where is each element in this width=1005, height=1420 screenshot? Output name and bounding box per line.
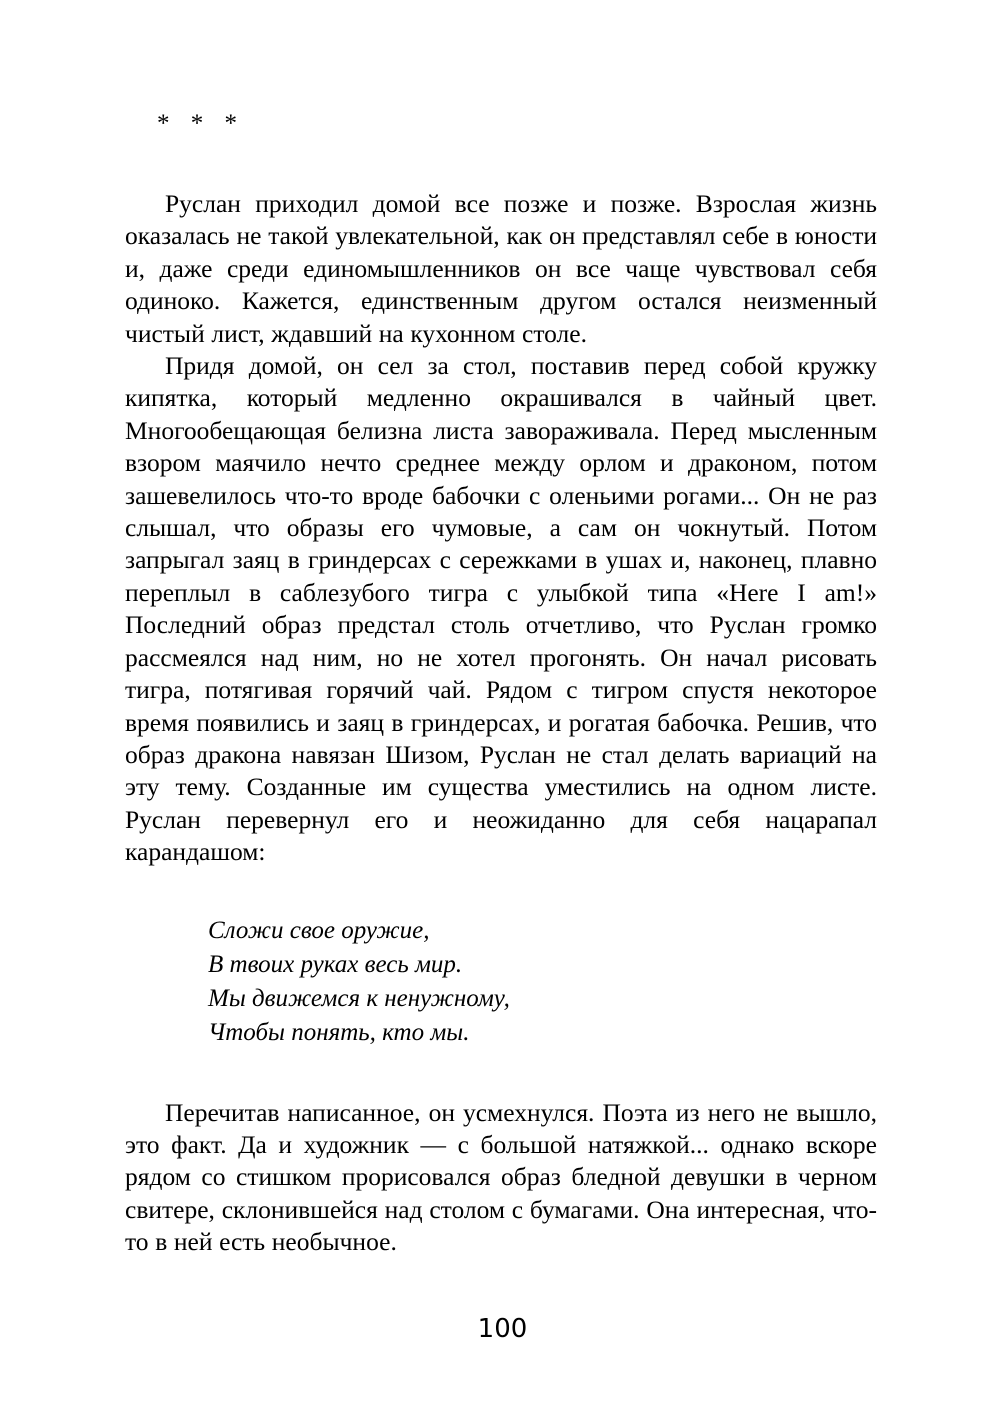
- text-column: [125, 108, 877, 1259]
- verse-line: Сложи свое оружие,: [208, 916, 430, 944]
- verse-line: Мы движемся к ненужному,: [208, 984, 510, 1012]
- page-number: 100: [477, 1314, 528, 1344]
- verse-line: Чтобы понять, кто мы.: [208, 1018, 470, 1046]
- verse-line: В твоих руках весь мир.: [208, 950, 463, 978]
- paragraph-3: Перечитав написанное, он усмехнулся. Поэта из него не вышло, это факт. Да и художник — с большой натяжкой... однако вскоре рядом со стишком прорисовался образ бледной девушки в черном свитере, склонившейся над столом с бумагами. Она интересная, что-то в ней есть необычное.: [125, 1097, 877, 1257]
- paragraph-2: Придя домой, он сел за стол, поставив перед собой кружку кипятка, который медленно окрашивался в чайный цвет. Многообещающая белизна листа завораживала. Перед мысленным взором маячило нечто среднее между орлом и драконом, потом зашевелилось что-то вроде бабочки с оленьими рогами... Он не раз слышал, что образы его чумовые, а сам он чокнутый. Потом запрыгал заяц в гриндерсах с сережками в ушах и, наконец, плавно переплыл в саблезубого тигра с улыбкой типа «Here I am!» Последний образ предстал столь отчетливо, что Руслан громко рассмеялся над ним, но не хотел прогонять. Он начал рисовать тигра, потягивая горячий чай. Рядом с тигром спустя некоторое время появились и заяц в гриндерсах, и рогатая бабочка. Решив, что образ дракона навязан Шизом, Руслан не стал делать вариаций на эту тему. Созданные им существа уместились на одном листе. Руслан перевернул его и неожиданно для себя нацарапал карандашом:: [125, 351, 877, 867]
- scene-break-separator: * * *: [157, 110, 245, 137]
- paragraph-1: Руслан приходил домой все позже и позже. Взрослая жизнь оказалась не такой увлекательной, как он представлял себе в юности и, даже среди единомышленников он все чаще чувствовал себя одиноко. Кажется, единственным другом остался неизменный чистый лист, ждавший на кухонном столе.: [125, 189, 877, 348]
- verse-block: [125, 914, 877, 1050]
